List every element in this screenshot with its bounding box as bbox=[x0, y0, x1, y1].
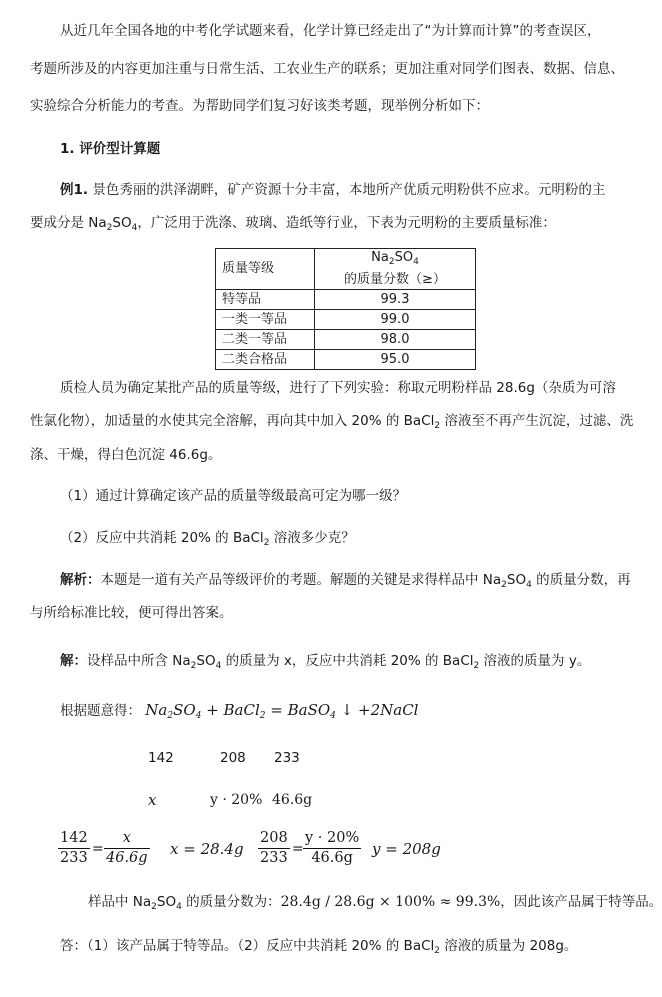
fraction-208-233 bbox=[258, 830, 290, 867]
text-segment: SO bbox=[506, 572, 527, 588]
text-segment: Na bbox=[371, 250, 389, 265]
unknown-x: x bbox=[148, 791, 157, 809]
question-1: （1）通过计算确定该产品的质量等级最高可定为哪一级？ bbox=[60, 488, 407, 504]
subscript: 2 bbox=[151, 902, 157, 912]
grade-cell: 二类合格品 bbox=[216, 350, 315, 370]
answer-line bbox=[60, 937, 577, 960]
question-2 bbox=[60, 529, 355, 552]
text-segment: 要成分是 Na bbox=[30, 215, 107, 231]
example-line-2 bbox=[30, 214, 556, 237]
intro-line-2: 考题所涉及的内容更加注重与日常生活、工农业生产的联系；更加注重对同学们图表、数据、信息、 bbox=[30, 61, 624, 77]
text-segment: SO bbox=[394, 250, 414, 265]
table-row bbox=[216, 290, 476, 310]
numerator: y · 20% bbox=[305, 830, 360, 846]
header-mass-fraction bbox=[315, 249, 476, 290]
text-segment: 本题是一道有关产品等级评价的考题。解题的关键是求得样品中 Na bbox=[100, 572, 502, 588]
value-cell: 98.0 bbox=[315, 330, 476, 350]
text-segment: 溶液多少克？ bbox=[269, 530, 355, 546]
equals-sign: = bbox=[292, 841, 304, 857]
table-row bbox=[216, 310, 476, 330]
subscript: 2 bbox=[167, 711, 174, 721]
subscript: 4 bbox=[131, 223, 138, 233]
fraction-bar bbox=[58, 848, 90, 849]
chemical-equation bbox=[145, 701, 418, 719]
fraction-y-46.6g bbox=[303, 830, 361, 867]
subscript: 2 bbox=[190, 661, 197, 671]
example-text-1: 景色秀丽的洪泽湖畔，矿产资源十分丰富，本地所产优质元明粉供不应求。元明粉的主 bbox=[92, 182, 606, 198]
fraction-142-233 bbox=[58, 830, 90, 867]
subscript: 4 bbox=[195, 711, 202, 721]
example-label: 例1. bbox=[60, 182, 89, 198]
text-segment: SO bbox=[112, 215, 132, 231]
analysis-line-1 bbox=[60, 571, 631, 594]
text-segment: 的质量分数，再 bbox=[531, 572, 631, 588]
denominator: 233 bbox=[260, 850, 288, 866]
intro-line-1: 从近几年全国各地的中考化学试题来看，化学计算已经走出了“为计算而计算”的考查误区， bbox=[60, 23, 601, 39]
subscript: 4 bbox=[330, 711, 336, 721]
analysis-line-2: 与所给标准比较，便可得出答案。 bbox=[30, 605, 233, 621]
text-segment: 溶液的质量为 y。 bbox=[479, 653, 591, 669]
numerator: 208 bbox=[260, 830, 288, 846]
subscript: 4 bbox=[413, 257, 419, 267]
mass-208: 208 bbox=[220, 750, 246, 766]
grade-cell: 一类一等品 bbox=[216, 310, 315, 330]
subscript: 2 bbox=[473, 661, 480, 671]
subscript: 4 bbox=[176, 902, 182, 912]
value-cell: 99.3 bbox=[315, 290, 476, 310]
given-mass: 46.6g bbox=[272, 792, 313, 808]
text-segment: ，因此该产品属于特等品。 bbox=[500, 894, 662, 910]
down-arrow-icon: ↓ bbox=[335, 701, 354, 719]
text-segment: 设样品中所含 Na bbox=[87, 653, 191, 669]
experiment-line-3: 涤、干燥，得白色沉淀 46.6g。 bbox=[30, 447, 222, 463]
text-segment: （2）反应中共消耗 20% 的 BaCl bbox=[60, 530, 264, 546]
analysis-label: 解析： bbox=[60, 572, 101, 588]
mass-142: 142 bbox=[148, 750, 174, 766]
text-segment: SO bbox=[196, 653, 216, 669]
mass-fraction-formula: 28.4g / 28.6g × 100% ≈ 99.3% bbox=[280, 894, 501, 910]
result-y: y = 208g bbox=[372, 840, 441, 858]
subscript: 2 bbox=[106, 223, 113, 233]
denominator: 46.6g bbox=[106, 850, 148, 866]
value-cell: 95.0 bbox=[315, 350, 476, 370]
text-segment: 性氯化物），加适量的水使其完全溶解，再向其中加入 20% 的 BaCl bbox=[30, 413, 435, 429]
grade-cell: 特等品 bbox=[216, 290, 315, 310]
value-cell: 99.0 bbox=[315, 310, 476, 330]
denominator: 46.6g bbox=[311, 850, 353, 866]
fraction-x-46.6g bbox=[104, 830, 150, 867]
solution-label: 解： bbox=[60, 653, 87, 669]
numerator: 142 bbox=[60, 830, 88, 846]
result-x: x = 28.4g bbox=[170, 840, 244, 858]
text-segment: 的质量为 x，反应中共消耗 20% 的 BaCl bbox=[221, 653, 474, 669]
text-segment: 溶液至不再产生沉淀，过滤、洗 bbox=[440, 413, 634, 429]
subscript: 4 bbox=[526, 580, 532, 590]
table-row bbox=[216, 350, 476, 370]
subscript: 2 bbox=[434, 946, 441, 956]
subscript: 2 bbox=[501, 580, 507, 590]
fraction-bar bbox=[258, 848, 290, 849]
fraction-bar bbox=[303, 848, 361, 849]
text-segment: SO bbox=[156, 894, 177, 910]
solution-line bbox=[60, 652, 590, 675]
denominator: 233 bbox=[60, 850, 88, 866]
equation-prefix: 根据题意得： bbox=[60, 703, 141, 719]
experiment-line-1: 质检人员为确定某批产品的质量等级，进行了下列实验：称取元明粉样品 28.6g（杂质为可溶 bbox=[60, 380, 616, 396]
fraction-bar bbox=[104, 848, 150, 849]
equals-sign: = bbox=[92, 841, 104, 857]
header-grade: 质量等级 bbox=[216, 249, 315, 290]
experiment-line-2 bbox=[30, 412, 633, 435]
quality-standard-table bbox=[215, 248, 476, 370]
result-line bbox=[88, 893, 662, 916]
subscript: 2 bbox=[259, 711, 266, 721]
equation-line bbox=[60, 701, 418, 725]
text-segment: 溶液的质量为 208g。 bbox=[440, 938, 578, 954]
grade-cell: 二类一等品 bbox=[216, 330, 315, 350]
text-segment: 样品中 Na bbox=[88, 894, 152, 910]
text-segment: = BaSO bbox=[265, 701, 331, 719]
subscript: 2 bbox=[434, 421, 441, 431]
unknown-y: y · 20% bbox=[210, 792, 263, 808]
example-line-1 bbox=[60, 181, 605, 199]
subscript: 2 bbox=[263, 538, 270, 548]
text-segment: SO bbox=[173, 701, 196, 719]
text-segment: 的质量分数（≥） bbox=[344, 272, 446, 287]
subscript: 4 bbox=[215, 661, 222, 671]
text-segment: Na bbox=[145, 701, 168, 719]
text-segment: 的质量分数为： bbox=[181, 894, 281, 910]
section-heading: 1. 评价型计算题 bbox=[60, 141, 161, 157]
text-segment: +2NaCl bbox=[353, 701, 419, 719]
table-row bbox=[216, 330, 476, 350]
subscript: 2 bbox=[388, 257, 395, 267]
text-segment: 答：（1）该产品属于特等品。（2）反应中共消耗 20% 的 BaCl bbox=[60, 938, 435, 954]
text-segment: + BaCl bbox=[201, 701, 260, 719]
table-header-row bbox=[216, 249, 476, 290]
intro-line-3: 实验综合分析能力的考查。为帮助同学们复习好该类考题，现举例分析如下： bbox=[30, 98, 489, 114]
text-segment: ，广泛用于洗涤、玻璃、造纸等行业，下表为元明粉的主要质量标准： bbox=[137, 215, 556, 231]
numerator: x bbox=[122, 830, 131, 846]
mass-233: 233 bbox=[274, 750, 300, 766]
